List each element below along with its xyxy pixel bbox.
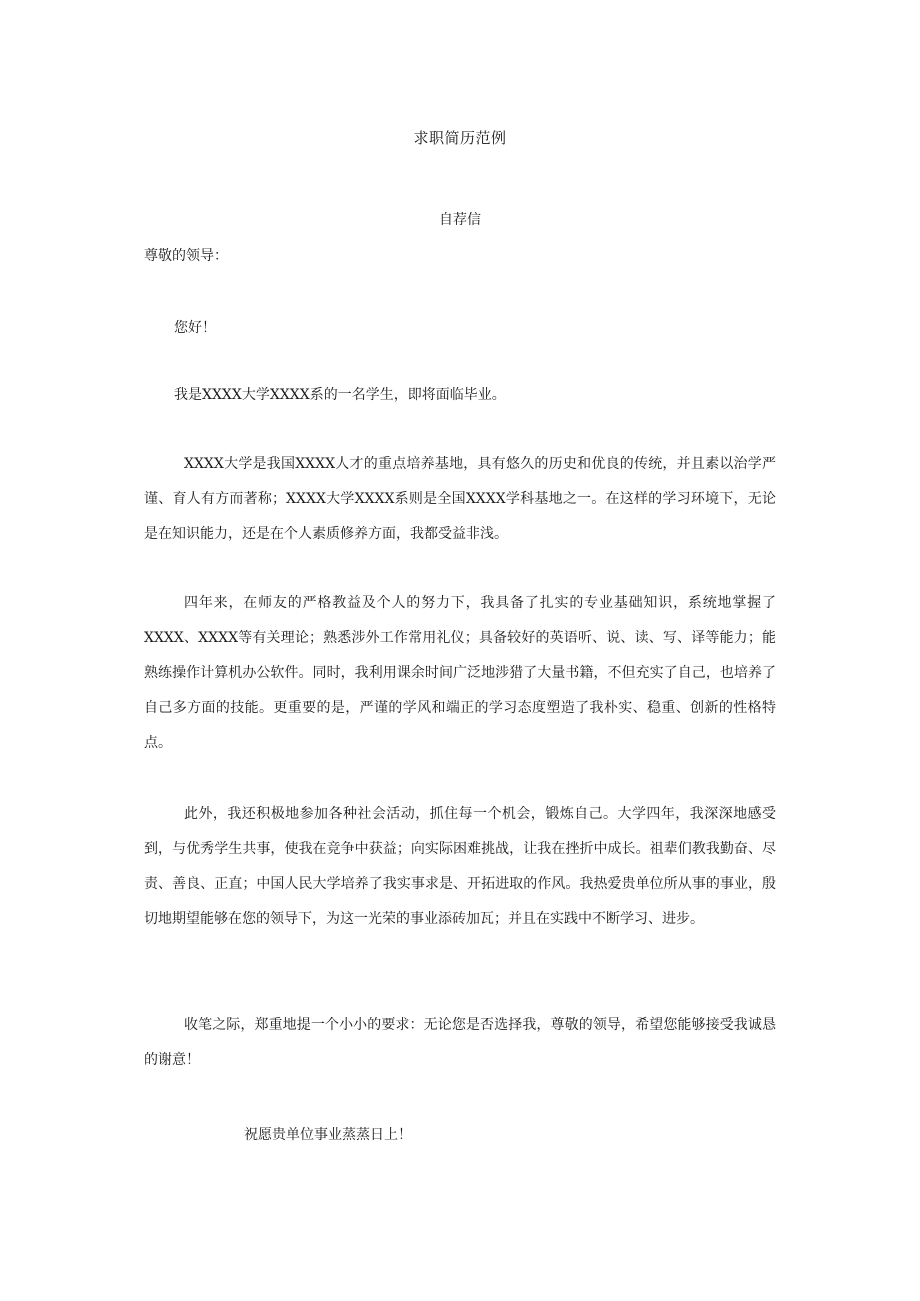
paragraph-skills: 四年来，在师友的严格教益及个人的努力下，我具备了扎实的专业基础知识，系统地掌握了XXXX、XXXX等有关理论；熟悉涉外工作常用礼仪；具备较好的英语听、说、读、写、译等能力；能熟练操作计算机办公软件。同时，我利用课余时间广泛地涉猎了大量书籍，不但充实了自己，也培养了自己多方面的技能。更重要的是，严谨的学风和端正的学习态度塑造了我朴实、稳重、创新的性格特点。 <box>144 595 776 751</box>
letter-heading: 自荐信 <box>439 212 481 228</box>
closing-wish: 祝愿贵单位事业蒸蒸日上！ <box>244 1127 412 1143</box>
paragraph-request: 收笔之际，郑重地提一个小小的要求：无论您是否选择我，尊敬的领导，希望您能够接受我诚恳的谢意！ <box>144 1017 776 1068</box>
greeting: 您好！ <box>174 320 216 336</box>
intro-paragraph: 我是XXXX大学XXXX系的一名学生，即将面临毕业。 <box>174 387 506 403</box>
document-title: 求职简历范例 <box>413 129 507 147</box>
paragraph-school: XXXX大学是我国XXXX人才的重点培养基地，具有悠久的历史和优良的传统，并且素以治学严谨、育人有方而著称；XXXX大学XXXX系则是全国XXXX学科基地之一。在这样的学习环境下，无论是在知识能力，还是在个人素质修养方面，我都受益非浅。 <box>144 456 776 542</box>
paragraph-activities: 此外，我还积极地参加各种社会活动，抓住每一个机会，锻炼自己。大学四年，我深深地感受到，与优秀学生共事，使我在竞争中获益；向实际困难挑战，让我在挫折中成长。祖辈们教我勤奋、尽责、善良、正直；中国人民大学培养了我实事求是、开拓进取的作风。我热爱贵单位所从事的事业，殷切地期望能够在您的领导下，为这一光荣的事业添砖加瓦；并且在实践中不断学习、进步。 <box>144 806 776 927</box>
salutation: 尊敬的领导： <box>144 248 228 264</box>
